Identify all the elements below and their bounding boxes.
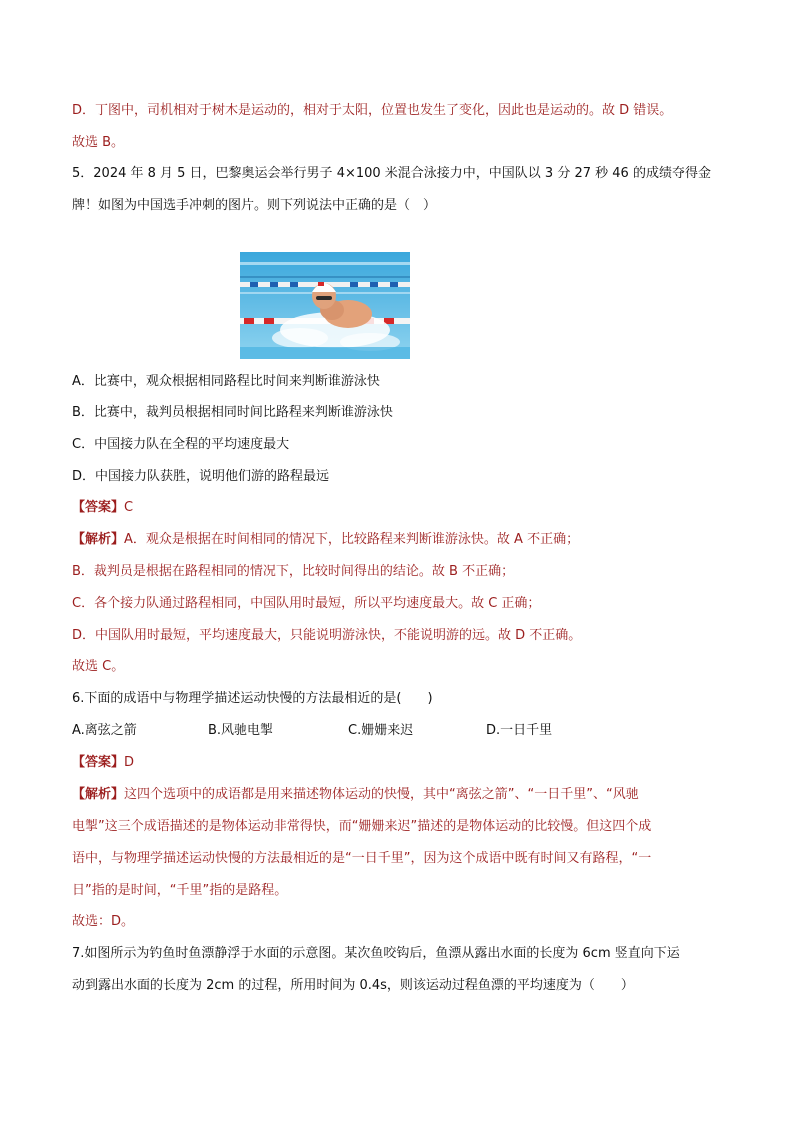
q6-analysis-line3: 语中，与物理学描述运动快慢的方法最相近的是“一日千里”，因为这个成语中既有时间又有路程，“一 — [72, 851, 652, 866]
q6-analysis-label: 【解析】 — [72, 787, 125, 802]
q5-analysis-line3: C．各个接力队通过路程相同，中国队用时最短，所以平均速度最大。故 C 正确； — [72, 596, 541, 611]
q5-analysis-label: 【解析】 — [72, 532, 125, 547]
swimmer-photo-illustration — [240, 252, 410, 359]
q5-analysis-line4: D．中国队用时最短，平均速度最大，只能说明游泳快，不能说明游的远。故 D 不正确。 — [72, 628, 582, 643]
q5-answer-value: C — [124, 500, 134, 515]
q6-analysis-line4: 日”指的是时间，“千里”指的是路程。 — [72, 883, 288, 898]
q5-option-b: B．比赛中，裁判员根据相同时间比路程来判断谁游泳快 — [72, 405, 393, 420]
q6-stem: 6.下面的成语中与物理学描述运动快慢的方法最相近的是( ) — [72, 691, 433, 706]
swimmer-photo — [240, 252, 410, 359]
q6-conclusion: 故选：D。 — [72, 914, 135, 929]
q5-option-c: C．中国接力队在全程的平均速度最大 — [72, 437, 290, 452]
q5-analysis-line2: B．裁判员是根据在路程相同的情况下，比较时间得出的结论。故 B 不正确； — [72, 564, 515, 579]
q4-option-d-explanation: D．丁图中，司机相对于树木是运动的，相对于太阳，位置也发生了变化，因此也是运动的。故 D 错误。 — [72, 103, 673, 118]
q6-analysis-text: 这四个选项中的成语都是用来描述物体运动的快慢，其中“离弦之箭”、“一日千里”、“风驰 — [124, 787, 639, 802]
q5-analysis-line1 — [72, 530, 579, 550]
q5-answer-label: 【答案】 — [72, 500, 125, 515]
q6-analysis-line1 — [72, 785, 639, 805]
q5-answer — [72, 498, 133, 518]
q6-option-a: A.离弦之箭 — [72, 723, 137, 738]
q6-option-b: B.风驰电掣 — [208, 723, 274, 738]
q7-stem-line2: 动到露出水面的长度为 2cm 的过程，所用时间为 0.4s，则该运动过程鱼漂的平均速度为（ ） — [72, 978, 634, 993]
q6-answer — [72, 753, 134, 773]
q5-analysis-text: A．观众是根据在时间相同的情况下，比较路程来判断谁游泳快。故 A 不正确； — [124, 532, 580, 547]
q5-stem-line2: 牌！如图为中国选手冲刺的图片。则下列说法中正确的是（ ） — [72, 198, 437, 213]
q6-option-c: C.姗姗来迟 — [348, 723, 414, 738]
q6-answer-label: 【答案】 — [72, 755, 125, 770]
q5-stem-line1: 5．2024 年 8 月 5 日，巴黎奥运会举行男子 4×100 米混合泳接力中，中国队以 3 分 27 秒 46 的成绩夺得金 — [72, 166, 711, 181]
q5-option-a: A．比赛中，观众根据相同路程比时间来判断谁游泳快 — [72, 374, 380, 389]
q7-stem-line1: 7.如图所示为钓鱼时鱼漂静浮于水面的示意图。某次鱼咬钩后，鱼漂从露出水面的长度为 6cm 竖直向下运 — [72, 946, 680, 961]
q5-conclusion: 故选 C。 — [72, 659, 125, 674]
q5-option-d: D．中国接力队获胜，说明他们游的路程最远 — [72, 469, 330, 484]
q6-answer-value: D — [124, 755, 135, 770]
q4-conclusion: 故选 B。 — [72, 135, 125, 150]
q6-option-d: D.一日千里 — [486, 723, 553, 738]
q6-analysis-line2: 电掣”这三个成语描述的是物体运动非常得快，而“姗姗来迟”描述的是物体运动的比较慢。但这四个成 — [72, 819, 652, 834]
